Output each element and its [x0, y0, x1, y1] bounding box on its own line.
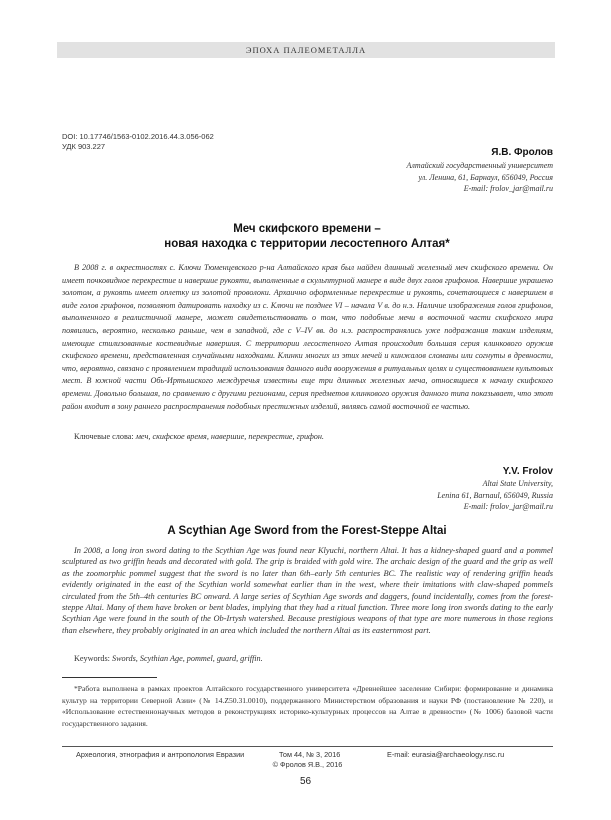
journal-name: Археология, этнография и антропология Евразии	[76, 750, 245, 759]
author-email: E-mail: frolov_jar@mail.ru	[463, 184, 553, 193]
doi: DOI: 10.17746/1563-0102.2016.44.3.056-062	[62, 132, 214, 141]
page-number: 56	[299, 776, 312, 787]
keywords-list: Swords, Scythian Age, pommel, guard, griffin.	[111, 654, 263, 663]
article-title-en: A Scythian Age Sword from the Forest-Steppe Altai	[167, 525, 447, 537]
section-header: ЭПОХА ПАЛЕОМЕТАЛЛА	[57, 42, 555, 58]
abstract-ru: В 2008 г. в окрестностях с. Ключи Тюменцевского р-на Алтайского края был найден длинный железный меч скифского времени. Он имеет почковидное перекрестие и навершие рукояти, выполненные в скульптурной манере в виде двух голов грифонов. Навершие украшено золотом, а рукоять имеет оплетку из золотой проволоки. Архаично оформленные перекрестие и рукоять, сочетающиеся с навершием в виде голов грифонов, позволяют датировать находку из с. Ключи не позднее VI – начала V в. до н.э. Наличие изображения голов грифонов, выполненного в реалистичной манере, может свидетельствовать о том, что подобные мечи в восточной части скифского мира появились, вероятно, несколько раньше, чем в западной, где с V–IV вв. до н.э. распространялись уже подражания таким изделиям, имеющие стилизованные костевидные навершия. С территории лесостепного Алтая происходит большая серия клинкового оружия скифского времени, представленная случайными находками. Клинки многих из этих мечей и кинжалов сломаны или согнуты в древности, что, вероятно, связано с проявлением традиций использования данного вида вооружения в ритуальных целях и существованием культовых мест. В южной части Обь-Иртышского междуречья известны еще три длинных железных меча, относящиеся к началу скифского времени. Довольно большая, по сравнению с другими регионами, серия предметов клинкового оружия данного типа показывает, что этот район входит в зону раннего распространения подобных престижных изделий, являясь самой восточной ее частью.	[62, 263, 553, 411]
author-name: Я.В. Фролов	[491, 147, 553, 158]
footnote: *Работа выполнена в рамках проектов Алтайского государственного университета «Древнейшее заселение Сибири: формирование и динамика культур на территории Северной Азии» (№ 14.Z50.31.0010), поддержанного Министерством образования и науки РФ (постановление № 220), и «Использование естественнонаучных методов в реконструкциях историко-культурных процессов на Алтае в древности» (№ 1006) базовой части государственного задания.	[62, 684, 553, 728]
author-affiliation: Алтайский государственный университет	[406, 161, 553, 170]
abstract-en: In 2008, a long iron sword dating to the Scythian Age was found near Klyuchi, northern Altai. It has a kidney-shaped guard and a pommel sculptured as two griffin heads and decorated with gold. The grip is braided with gold wire. The archaic design of the guard and the grip as well as the zoomorphic pommel suggest that the sword is no later than 6th–early 5th centuries BC. The realistic way of rendering griffin heads evidently originated in the east of the Scythian world somewhat earlier than in the west, where their imitations with claw-shaped pommels circulated from the 5th–4th centuries BC onward. A large series of Scythian Age swords and daggers, found incidentally, comes from the forest-steppe Altai. Many of them have broken or bent blades, implying that they had a ritual function. Three more long iron swords dating to the early Scythian Age were found in the south of the Ob-Irtysh watershed. Because prestigious weapons of that type are more numerous in those regions than elsewhere, they probably originated in an area which included the northern Altai as its easternmost part.	[62, 546, 553, 635]
author-email: E-mail: frolov_jar@mail.ru	[463, 502, 553, 511]
keywords-label: Ключевые слова:	[74, 432, 134, 441]
author-name: Y.V. Frolov	[502, 466, 553, 477]
author-address: Lenina 61, Barnaul, 656049, Russia	[437, 490, 553, 500]
journal-issue: Том 44, № 3, 2016	[279, 750, 341, 759]
title-line: новая находка с территории лесостепного Алтая*	[164, 238, 450, 250]
author-address: ул. Ленина, 61, Барнаул, 656049, Россия	[418, 172, 553, 182]
author-block-en	[437, 466, 553, 513]
footnote-divider	[62, 677, 157, 678]
keywords-label: Keywords:	[74, 654, 110, 663]
udk: УДК 903.227	[62, 141, 106, 151]
copyright: © Фролов Я.В., 2016	[272, 760, 343, 769]
article-title-ru	[62, 222, 552, 252]
author-affiliation: Altai State University,	[482, 479, 553, 488]
footer-divider	[62, 746, 553, 747]
title-line: Меч скифского времени –	[233, 223, 381, 235]
article-meta	[62, 132, 214, 151]
journal-email: E-mail: eurasia@archaeology.nsc.ru	[387, 750, 505, 759]
author-block-ru	[406, 147, 553, 195]
keywords-en	[74, 654, 263, 663]
keywords-list: меч, скифское время, навершие, перекрестие, грифон.	[135, 432, 324, 441]
keywords-ru	[74, 432, 324, 441]
